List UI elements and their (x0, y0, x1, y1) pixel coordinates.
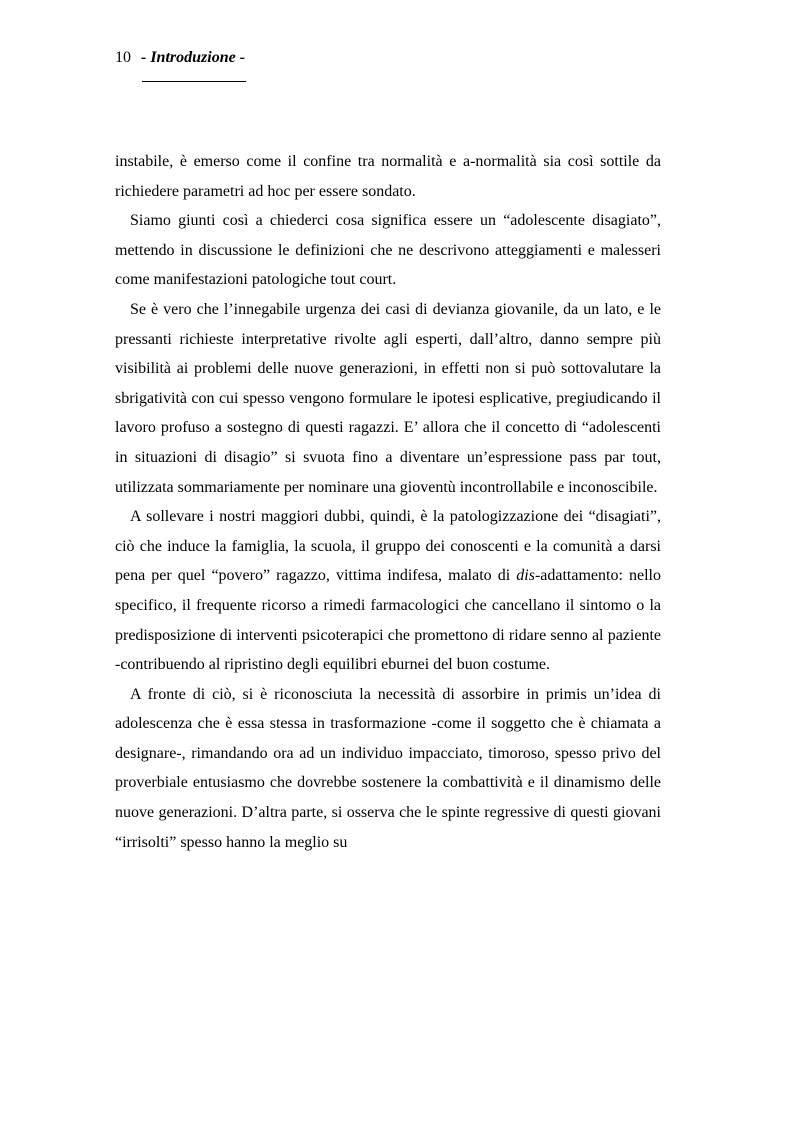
paragraph: Se è vero che l’innegabile urgenza dei casi di devianza giovanile, da un lato, e le pressanti richieste interpretative rivolte agli esperti, dall’altro, danno sempre più visibilità ai problemi delle nuove generazioni, in effetti non si può sottovalutare la sbrigatività con cui spesso vengono formulare le ipotesi esplicative, pregiudicando il lavoro profuso a sostegno di questi ragazzi. E’ allora che il concetto di “adolescenti in situazioni di disagio” si svuota fino a diventare un’espressione pass par tout, utilizzata sommariamente per nominare una gioventù incontrollabile e inconoscibile. (115, 300, 661, 496)
body-text (115, 147, 661, 857)
paragraph-text: A sollevare i nostri maggiori dubbi, quindi, è la patologizzazione dei “disagiati”, ciò che induce la famiglia, la scuola, il gruppo dei conoscenti e la comunità a darsi pena per quel “povero” ragazzo, vittima indifesa, malato di (115, 508, 661, 585)
page-number: 10 (115, 49, 131, 66)
italic-prefix: dis (516, 567, 535, 585)
paragraph: instabile, è emerso come il confine tra normalità e a-normalità sia così sottile da richiedere parametri ad hoc per essere sondato. (115, 153, 661, 200)
paragraph-text: -adattamento: nello specifico, il frequente ricorso a rimedi farmacologici che cancellano il sintomo o la predisposizione di interventi psicoterapici che promettono di ridare senno al paziente -contribuendo al ripristino degli equilibri eburnei del buon costume. (115, 567, 661, 674)
paragraph: Siamo giunti così a chiederci cosa significa essere un “adolescente disagiato”, mettendo in discussione le definizioni che ne descrivono atteggiamenti e malesseri come manifestazioni patologiche tout court. (115, 212, 661, 289)
header-underline (142, 81, 246, 82)
paragraph (115, 502, 661, 680)
page-header (115, 48, 245, 68)
section-title: - Introduzione - (141, 49, 246, 66)
paragraph: A fronte di ciò, si è riconosciuta la necessità di assorbire in primis un’idea di adolescenza che è essa stessa in trasformazione -come il soggetto che è chiamata a designare-, rimandando ora ad un individuo impacciato, timoroso, spesso privo del proverbiale entusiasmo che dovrebbe sostenere la combattività e il dinamismo delle nuove generazioni. D’altra parte, si osserva che le spinte regressive di questi giovani “irrisolti” spesso hanno la meglio su (115, 685, 661, 851)
